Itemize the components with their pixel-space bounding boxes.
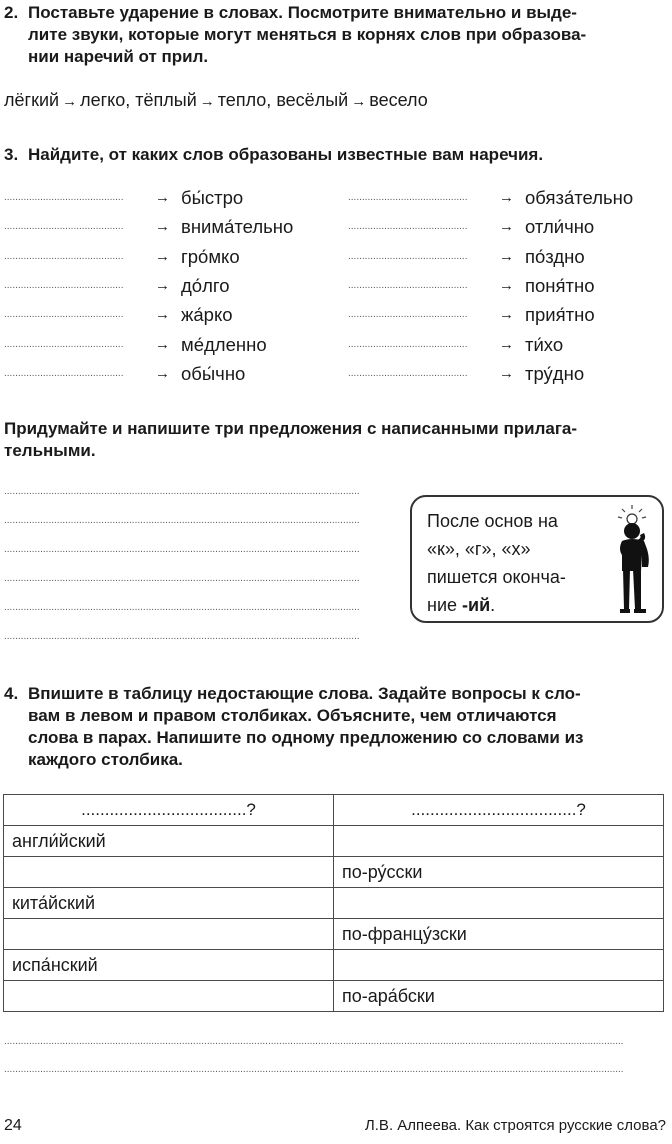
arrow-icon: →	[155, 247, 170, 265]
adverb-word: обы́чно	[181, 362, 246, 384]
word-pairs-table	[3, 794, 664, 1012]
adverb-word: бы́стро	[181, 187, 244, 208]
arrow-icon: →	[199, 93, 215, 110]
arrow-icon: →	[499, 189, 514, 206]
adverb-word: ти́хо	[525, 333, 564, 355]
task-3-number: 3.	[4, 145, 19, 164]
table-row	[4, 919, 664, 950]
table-cell-left[interactable]: испа́нский	[4, 950, 334, 981]
answer-blank[interactable]: ...........................................	[4, 221, 124, 233]
answer-blank[interactable]: ...........................................	[348, 279, 468, 291]
task-2-heading	[4, 2, 666, 68]
writing-line[interactable]: ...............................................................................................................................................................................................................................	[4, 1064, 624, 1075]
example-word: легко,	[80, 90, 131, 110]
arrow-icon: →	[62, 93, 78, 110]
example-word: тепло,	[217, 90, 272, 110]
adverb-word: отли́чно	[525, 216, 595, 238]
adverb-word: поня́тно	[525, 274, 595, 296]
arrow-icon: →	[499, 364, 514, 382]
task-4-line-3: слова в парах. Напишите по одному предложению со словами из	[28, 728, 584, 747]
writing-line[interactable]: ...............................................................................................................................................................................................................................	[4, 1036, 624, 1047]
table-cell-right[interactable]: по-ру́сски	[334, 857, 664, 888]
answer-blank[interactable]: ...........................................	[4, 338, 124, 350]
adverb-word: обяза́тельно	[525, 187, 634, 208]
adverb-word: гро́мко	[181, 245, 240, 267]
table-cell-right[interactable]	[334, 888, 664, 919]
writing-line[interactable]: ................................................................................................................................	[4, 602, 360, 613]
table-header-row	[4, 795, 664, 826]
answer-blank[interactable]: ...........................................	[348, 192, 468, 203]
arrow-icon: →	[499, 247, 514, 265]
adverb-word: жа́рко	[181, 304, 233, 326]
answer-blank[interactable]: ...........................................	[4, 309, 124, 321]
table-cell-right[interactable]	[334, 826, 664, 857]
thinking-man-icon	[608, 505, 662, 617]
task-2-line-2: лите звуки, которые могут меняться в корнях слов при образова-	[28, 25, 587, 44]
table-row	[4, 857, 664, 888]
table-cell-left[interactable]	[4, 857, 334, 888]
table-cell-right[interactable]: по-францу́зски	[334, 919, 664, 950]
answer-blank[interactable]: ...........................................	[348, 309, 468, 321]
example-word: тёплый	[135, 90, 197, 110]
arrow-icon: →	[155, 218, 170, 236]
answer-blank[interactable]: ...........................................	[348, 250, 468, 262]
arrow-icon: →	[155, 335, 170, 353]
task-4-line-4: каждого столбика.	[28, 750, 183, 769]
example-word: весело	[369, 90, 428, 110]
table-header-right[interactable]: ...................................?	[334, 795, 664, 826]
arrow-icon: →	[155, 276, 170, 294]
note-line-4: ние -ий.	[427, 595, 496, 615]
answer-blank[interactable]: ...........................................	[348, 221, 468, 233]
note-line-2: «к», «г», «х»	[427, 539, 531, 559]
answer-blank[interactable]: ...........................................	[4, 192, 124, 203]
page-number: 24	[4, 1117, 22, 1134]
arrow-icon: →	[499, 218, 514, 236]
writing-line[interactable]: ................................................................................................................................	[4, 486, 360, 497]
adverb-word: прия́тно	[525, 304, 595, 326]
arrow-icon: →	[499, 276, 514, 294]
task-3-heading	[4, 144, 666, 166]
compose-line-1: Придумайте и напишите три предложения с написанными прилага-	[4, 419, 578, 438]
arrow-icon: →	[155, 189, 170, 206]
rule-note-text	[427, 507, 566, 619]
table-cell-right[interactable]: по-ара́бски	[334, 981, 664, 1012]
task-2-line-1: Поставьте ударение в словах. Посмотрите внимательно и выде-	[28, 3, 577, 22]
arrow-icon: →	[155, 364, 170, 382]
note-ending: -ий	[462, 595, 491, 615]
table-cell-left[interactable]: кита́йский	[4, 888, 334, 919]
arrow-icon: →	[499, 335, 514, 353]
writing-line[interactable]: ................................................................................................................................	[4, 573, 360, 584]
arrow-icon: →	[499, 306, 514, 324]
book-credit: Л.В. Алпеева. Как строятся русские слова?	[364, 1117, 666, 1134]
table-cell-right[interactable]	[334, 950, 664, 981]
compose-line-2: тельными.	[4, 441, 96, 460]
table-row	[4, 981, 664, 1012]
table-cell-left[interactable]: англи́йский	[4, 826, 334, 857]
answer-blank[interactable]: ...........................................	[348, 338, 468, 350]
task-2-example	[4, 90, 428, 111]
answer-blank[interactable]: ...........................................	[4, 279, 124, 291]
adverb-word: до́лго	[181, 274, 230, 296]
arrow-icon: →	[155, 306, 170, 324]
task-4-number: 4.	[4, 684, 19, 703]
task-3-title: Найдите, от каких слов образованы известные вам наречия.	[28, 145, 544, 164]
task-4-line-1: Впишите в таблицу недостающие слова. Задайте вопросы к сло-	[28, 684, 581, 703]
task-4-line-2: вам в левом и правом столбиках. Объясните, чем отличаются	[28, 706, 557, 725]
answer-blank[interactable]: ...........................................	[4, 250, 124, 262]
table-cell-left[interactable]	[4, 981, 334, 1012]
answer-blank[interactable]: ...........................................	[4, 367, 124, 379]
task-2-number: 2.	[4, 3, 19, 22]
writing-line[interactable]: ................................................................................................................................	[4, 544, 360, 555]
adverb-word: тру́дно	[525, 362, 585, 384]
table-row	[4, 826, 664, 857]
table-cell-left[interactable]	[4, 919, 334, 950]
example-word: лёгкий	[4, 90, 60, 110]
adverb-word: ме́дленно	[181, 333, 267, 355]
writing-line[interactable]: ................................................................................................................................	[4, 515, 360, 526]
arrow-icon: →	[351, 93, 367, 110]
note-line-3: пишется оконча-	[427, 567, 566, 587]
writing-line[interactable]: ................................................................................................................................	[4, 631, 360, 642]
adverb-word: по́здно	[525, 245, 585, 267]
table-header-left[interactable]: ...................................?	[4, 795, 334, 826]
table-row	[4, 950, 664, 981]
task-2-line-3: нии наречий от прил.	[28, 47, 209, 66]
note-line-1: После основ на	[427, 511, 558, 531]
compose-heading	[4, 418, 666, 462]
adverb-word: внима́тельно	[181, 216, 294, 238]
table-row	[4, 888, 664, 919]
example-word: весёлый	[276, 90, 349, 110]
answer-blank[interactable]: ...........................................	[348, 367, 468, 379]
task-4-heading	[4, 683, 666, 771]
rule-note-box	[410, 495, 664, 623]
